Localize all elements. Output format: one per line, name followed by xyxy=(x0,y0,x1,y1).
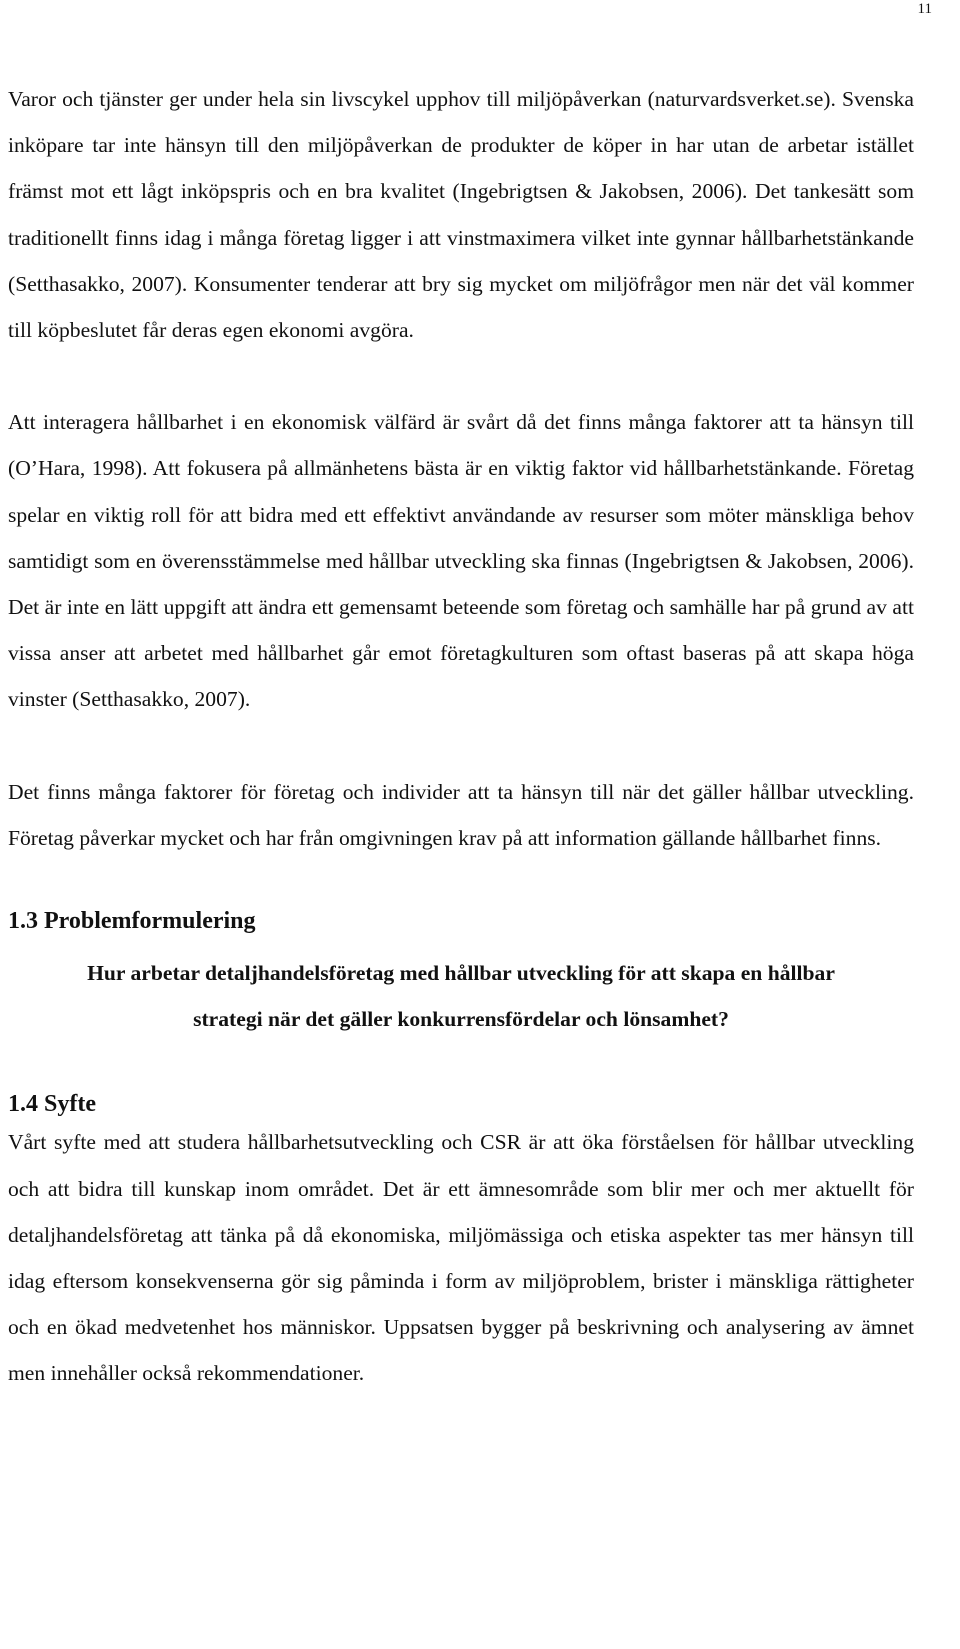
paragraph-purpose: Vårt syfte med att studera hållbarhetsutveckling och CSR är att öka förståelsen för hållbar utveckling och att bidra till kunskap inom området. Det är ett ämnesområde som blir mer och mer aktuellt för detaljhandelsföretag att tänka på då ekonomiska, miljömässiga och etiska aspekter tas mer hänsyn till idag eftersom konsekvenserna gör sig påminda i form av miljöproblem, brister i mänskliga rättigheter och en ökad medvetenhet hos människor. Uppsatsen bygger på beskrivning och analysering av ämnet men innehåller också rekommendationer. xyxy=(8,1130,914,1386)
research-question xyxy=(8,950,914,1042)
paragraph-factors: Det finns många faktorer för företag och individer att ta hänsyn till när det gäller hållbar utveckling. Företag påverkar mycket och har från omgivningen krav på att information gällande hållbarhet finns. xyxy=(8,779,914,850)
section-heading-problemformulering: 1.3 Problemformulering xyxy=(8,908,256,935)
document-body xyxy=(8,76,914,1397)
page-number: 11 xyxy=(917,1,932,17)
paragraph-environmental-impact: Varor och tjänster ger under hela sin livscykel upphov till miljöpåverkan (naturvardsverket.se). Svenska inköpare tar inte hänsyn till den miljöpåverkan de produkter de köper in har utan de arbetar istället främst mot ett lågt inköpspris och en bra kvalitet (Ingebrigtsen & Jakobsen, 2006). Det tankesätt som traditionellt finns idag i många företag ligger i att vinstmaximera vilket inte gynnar hållbarhetstänkande (Setthasakko, 2007). Konsumenter tenderar att bry sig mycket om miljöfrågor men när det väl kommer till köpbeslutet får deras egen ekonomi avgöra. xyxy=(8,87,914,343)
paragraph-sustainability-economy: Att interagera hållbarhet i en ekonomisk välfärd är svårt då det finns många faktorer att ta hänsyn till (O’Hara, 1998). Att fokusera på allmänhetens bästa är en viktig faktor vid hållbarhetstänkande. Företag spelar en viktig roll för att bidra med ett effektivt användande av resurser som möter mänskliga behov samtidigt som en överensstämmelse med hållbar utveckling ska finnas (Ingebrigtsen & Jakobsen, 2006). Det är inte en lätt uppgift att ändra ett gemensamt beteende som företag och samhälle har på grund av att vissa anser att arbetet med hållbarhet går emot företagkulturen som oftast baseras på att skapa höga vinster (Setthasakko, 2007). xyxy=(8,410,914,712)
research-question-line-2: strategi när det gäller konkurrensfördelar och lönsamhet? xyxy=(193,1007,729,1032)
section-heading-syfte: 1.4 Syfte xyxy=(8,1091,96,1118)
research-question-line-1: Hur arbetar detaljhandelsföretag med hållbar utveckling för att skapa en hållbar xyxy=(87,961,835,986)
